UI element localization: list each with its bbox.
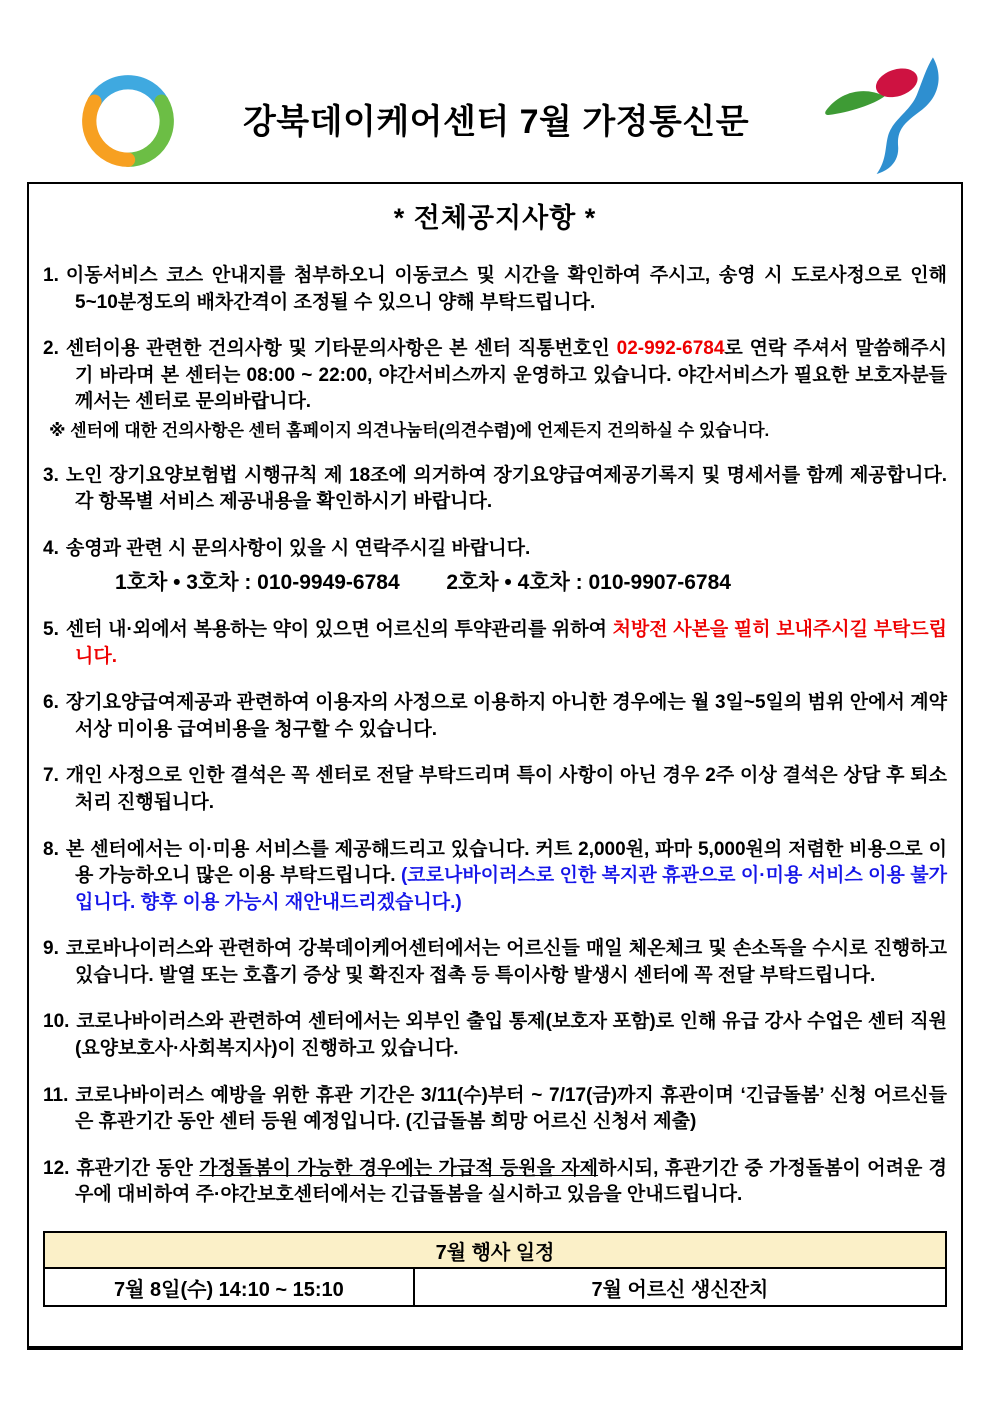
item-number: 3. (43, 464, 59, 486)
body-text: 본 센터에서는 이·미용 서비스를 제공해드리고 있습니다. 커트 2,000원, 파마 5,000원의 저렴한 비용으로 이용 가능하오니 많은 이용 부탁드립니다. (65, 838, 947, 887)
notice-item (43, 336, 947, 443)
notice-item-text (43, 336, 947, 416)
notice-item (43, 936, 947, 989)
highlighted-text: (코로나바이러스로 인한 복지관 휴관으로 이·미용 서비스 이용 불가입니다. 향후 이용 가능시 재안내드리겠습니다.) (75, 865, 947, 913)
item-number: 10. (43, 1011, 70, 1033)
item-number: 4. (43, 537, 59, 559)
notice-item (43, 263, 947, 316)
body-text: 코로바나이러스와 관련하여 강북데이케어센터에서는 어르신들 매일 체온체크 및 손소독을 수시로 진행하고 있습니다. 발열 또는 호흡기 증상 및 확진자 접촉 등 특이사항 발생시 센터에 꼭 전달 부탁드립니다. (65, 938, 947, 986)
item-number: 7. (43, 765, 59, 787)
body-text: 개인 사정으로 인한 결석은 꼭 센터로 전달 부탁드리며 특이 사항이 아닌 경우 2주 이상 결석은 상담 후 퇴소처리 진행됩니다. (65, 765, 947, 813)
notice-item-text (43, 837, 947, 917)
item-number: 8. (43, 838, 59, 860)
notice-item-text (43, 1009, 947, 1062)
body-text: 송영과 관련 시 문의사항이 있을 시 연락주시길 바랍니다. (65, 537, 531, 559)
body-text: 하시되, 휴관기간 중 가정돌봄이 어려운 경우에 대비하여 주·야간보호센터에서는 긴급돌봄을 실시하고 있음을 안내드립니다. (75, 1157, 948, 1206)
seoul-city-logo-icon (812, 52, 952, 186)
notice-item-text (43, 463, 947, 516)
notice-item (43, 763, 947, 816)
body-text: 이동서비스 코스 안내지를 첨부하오니 이동코스 및 시간을 확인하여 주시고, 송영 시 도로사정으로 인해 5~10분정도의 배차간격이 조정될 수 있으니 양해 부탁드립니다. (65, 265, 947, 313)
highlighted-text: 02-992-6784 (616, 338, 725, 360)
page-title: 강북데이케어센터 7월 가정통신문 (242, 103, 750, 141)
notice-item (43, 1156, 947, 1209)
body-text: 휴관기간 동안 (76, 1157, 200, 1179)
body-text: 노인 장기요양보험법 시행규칙 제 18조에 의거하여 장기요양급여제공기록지 및 명세서를 함께 제공합니다. 각 항목별 서비스 제공내용을 확인하시기 바랍니다. (65, 464, 947, 513)
notice-heading: * 전체공지사항 * (393, 203, 597, 233)
item-number: 5. (43, 618, 59, 640)
schedule-table (43, 1231, 947, 1307)
body-text: 장기요양급여제공과 관련하여 이용자의 사정으로 이용하지 아니한 경우에는 월 3일~5일의 범위 안에서 계약서상 미이용 급여비용을 청구할 수 있습니다. (65, 692, 947, 740)
schedule-row (44, 1268, 946, 1306)
vehicle-contact-line: 1호차 • 3호차 : 010-9949-6784 2호차 • 4호차 : 010-9907-6784 (115, 570, 731, 594)
notice-item-text (43, 1156, 947, 1209)
notice-item-text (43, 263, 947, 316)
body-text: 로 연락 주셔서 말씀해주시기 바라며 본 센터는 08:00 ~ 22:00, 야간서비스까지 운영하고 있습니다. 야간서비스가 필요한 보호자분들께서는 센터로 문의바랍니다. (75, 338, 948, 413)
notice-item (43, 463, 947, 516)
item-number: 6. (43, 692, 59, 714)
body-text: 코로나바이러스 예방을 위한 휴관 기간은 3/11(수)부터 ~ 7/17(금)까지 휴관이며 ‘긴급돌봄’ 신청 어르신들은 휴관기간 동안 센터 등원 예정입니다. (긴급돌봄 희망 어르신 신청서 제출) (75, 1084, 947, 1133)
notice-item (43, 536, 947, 597)
newsletter-header (0, 50, 992, 190)
item-number: 2. (43, 338, 59, 360)
schedule-table-title: 7월 행사 일정 (44, 1232, 946, 1268)
notice-box (27, 182, 963, 1350)
item-number: 12. (43, 1157, 70, 1179)
notice-item (43, 617, 947, 670)
item-number: 9. (43, 938, 59, 960)
notice-item-text (43, 536, 947, 563)
item-number: 11. (43, 1084, 69, 1106)
notice-item (43, 837, 947, 917)
schedule-time-cell: 7월 8일(수) 14:10 ~ 15:10 (44, 1268, 414, 1306)
notice-item-text (43, 936, 947, 989)
notice-item (43, 1009, 947, 1062)
item-note: ※ 센터에 대한 건의사항은 센터 홈페이지 의견나눔터(의견수렴)에 언제든지 건의하실 수 있습니다. (49, 420, 770, 440)
body-text: 센터 내·외에서 복용하는 약이 있으면 어르신의 투약관리를 위하여 (65, 618, 613, 640)
notice-item-text (43, 763, 947, 816)
item-number: 1. (43, 265, 59, 286)
notice-item (43, 690, 947, 743)
body-text: 가정돌봄이 가능한 경우에는 가급적 등원을 자제 (199, 1157, 599, 1179)
schedule-event-cell: 7월 어르신 생신잔치 (414, 1268, 946, 1306)
body-text: 코로나바이러스와 관련하여 센터에서는 외부인 출입 통제(보호자 포함)로 인해 유급 강사 수업은 센터 직원(요양보호사·사회복지사)이 진행하고 있습니다. (75, 1011, 947, 1060)
body-text: 센터이용 관련한 건의사항 및 기타문의사항은 본 센터 직통번호인 (65, 338, 617, 360)
notice-items (43, 263, 947, 1209)
notice-item-text (43, 690, 947, 743)
schedule-header-row (44, 1232, 946, 1268)
highlighted-text: 처방전 사본을 필히 보내주시길 부탁드립니다. (75, 618, 947, 667)
notice-item-text (43, 617, 947, 670)
notice-item (43, 1083, 947, 1136)
notice-item-text (43, 1083, 947, 1136)
